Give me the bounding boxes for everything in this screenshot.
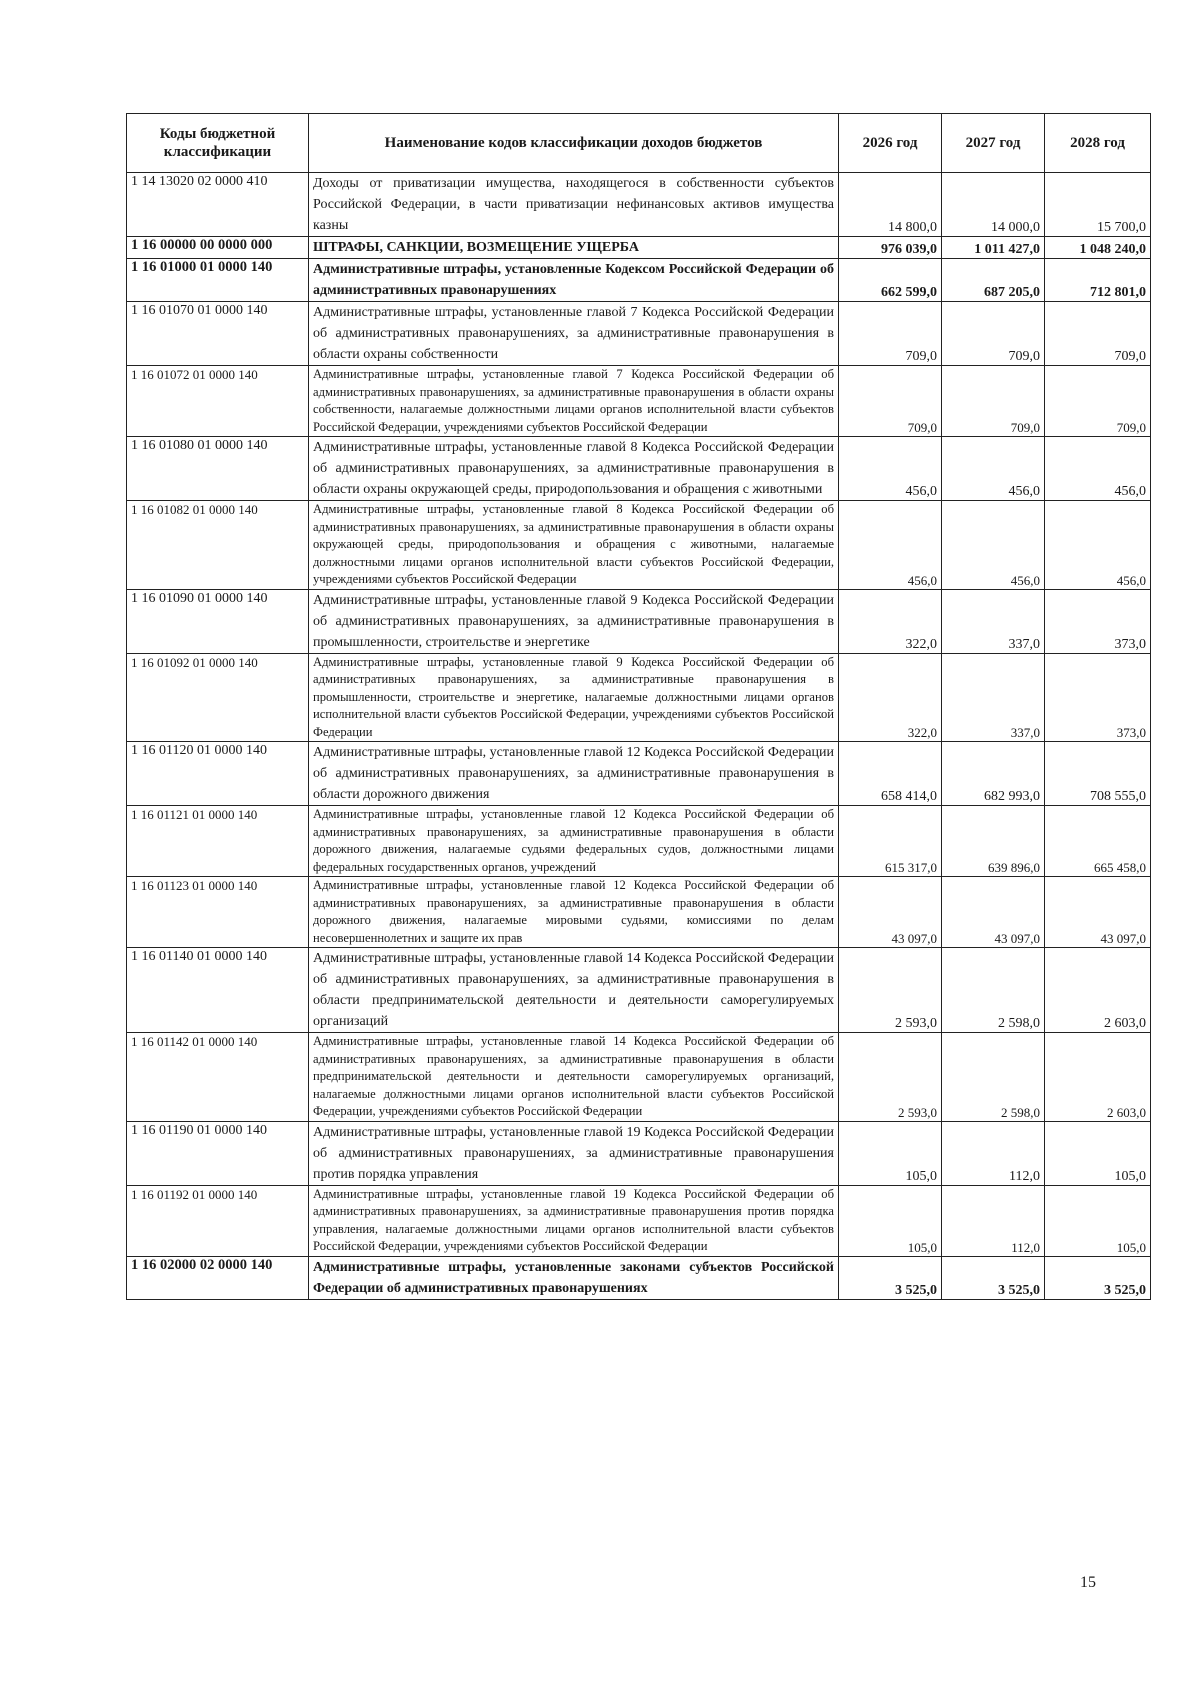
budget-revenue-table <box>126 113 1151 1300</box>
row-value-2026: 322,0 <box>839 589 942 653</box>
row-value-2028: 373,0 <box>1045 589 1151 653</box>
row-name: ШТРАФЫ, САНКЦИИ, ВОЗМЕЩЕНИЕ УЩЕРБА <box>309 237 839 259</box>
table-header-row <box>127 114 1151 173</box>
row-value-2027: 709,0 <box>942 302 1045 366</box>
row-value-2026: 658 414,0 <box>839 742 942 806</box>
table-row <box>127 653 1151 742</box>
row-name: Административные штрафы, установленные главой 9 Кодекса Российской Федерации об административных правонарушениях, за административные правонарушения в промышленности, строительстве и энергетике <box>309 589 839 653</box>
row-value-2028: 712 801,0 <box>1045 259 1151 302</box>
row-name: Административные штрафы, установленные главой 7 Кодекса Российской Федерации об административных правонарушениях, за административные правонарушения в области охраны собственности, налагаемые должностными лицами органов исполнительной власти субъектов Российской Федерации, учреждениями субъектов Российской Федерации <box>309 366 839 437</box>
row-value-2028: 709,0 <box>1045 302 1151 366</box>
row-code: 1 16 01082 01 0000 140 <box>127 501 309 590</box>
header-code: Коды бюджетной классификации <box>127 114 309 173</box>
row-value-2027: 2 598,0 <box>942 1033 1045 1122</box>
row-value-2028: 1 048 240,0 <box>1045 237 1151 259</box>
row-value-2028: 456,0 <box>1045 501 1151 590</box>
row-value-2027: 682 993,0 <box>942 742 1045 806</box>
row-value-2028: 456,0 <box>1045 437 1151 501</box>
row-code: 1 16 01070 01 0000 140 <box>127 302 309 366</box>
page-number: 15 <box>1080 1574 1096 1591</box>
row-code: 1 16 01080 01 0000 140 <box>127 437 309 501</box>
table-row <box>127 302 1151 366</box>
row-name: Административные штрафы, установленные главой 19 Кодекса Российской Федерации об административных правонарушениях, за административные правонарушения против порядка управления, налагаемые должностными лицами органов исполнительной власти субъектов Российской Федерации, учреждениями субъектов Российской Федерации <box>309 1185 839 1256</box>
table-row <box>127 366 1151 437</box>
row-name: Административные штрафы, установленные главой 7 Кодекса Российской Федерации об административных правонарушениях, за административные правонарушения в области охраны собственности <box>309 302 839 366</box>
row-value-2026: 456,0 <box>839 501 942 590</box>
row-code: 1 16 01000 01 0000 140 <box>127 259 309 302</box>
table-row <box>127 501 1151 590</box>
row-code: 1 16 02000 02 0000 140 <box>127 1256 309 1299</box>
row-name: Административные штрафы, установленные главой 14 Кодекса Российской Федерации об административных правонарушениях, за административные правонарушения в области предпринимательской деятельности и деятельности саморегулируемых организаций, налагаемые должностными лицами органов исполнительной власти субъектов Российской Федерации, учреждениями субъектов Российской Федерации <box>309 1033 839 1122</box>
row-value-2026: 322,0 <box>839 653 942 742</box>
row-name: Административные штрафы, установленные главой 14 Кодекса Российской Федерации об административных правонарушениях, за административные правонарушения в области предпринимательской деятельности и деятельности саморегулируемых организаций <box>309 948 839 1033</box>
table-row <box>127 589 1151 653</box>
row-value-2028: 105,0 <box>1045 1185 1151 1256</box>
row-value-2026: 662 599,0 <box>839 259 942 302</box>
row-value-2027: 14 000,0 <box>942 173 1045 237</box>
row-name: Административные штрафы, установленные Кодексом Российской Федерации об административных правонарушениях <box>309 259 839 302</box>
table-row <box>127 742 1151 806</box>
row-value-2027: 1 011 427,0 <box>942 237 1045 259</box>
row-value-2028: 709,0 <box>1045 366 1151 437</box>
row-value-2027: 3 525,0 <box>942 1256 1045 1299</box>
table-row <box>127 237 1151 259</box>
row-value-2027: 687 205,0 <box>942 259 1045 302</box>
row-value-2027: 639 896,0 <box>942 806 1045 877</box>
row-value-2026: 709,0 <box>839 302 942 366</box>
header-2027: 2027 год <box>942 114 1045 173</box>
row-value-2027: 43 097,0 <box>942 877 1045 948</box>
table-row <box>127 1185 1151 1256</box>
row-value-2028: 665 458,0 <box>1045 806 1151 877</box>
row-value-2028: 708 555,0 <box>1045 742 1151 806</box>
row-name: Административные штрафы, установленные главой 19 Кодекса Российской Федерации об административных правонарушениях, за административные правонарушения против порядка управления <box>309 1121 839 1185</box>
row-value-2028: 43 097,0 <box>1045 877 1151 948</box>
row-value-2026: 2 593,0 <box>839 1033 942 1122</box>
row-value-2026: 105,0 <box>839 1185 942 1256</box>
row-value-2026: 14 800,0 <box>839 173 942 237</box>
table-row <box>127 806 1151 877</box>
row-value-2027: 709,0 <box>942 366 1045 437</box>
row-value-2026: 976 039,0 <box>839 237 942 259</box>
row-value-2026: 456,0 <box>839 437 942 501</box>
row-value-2027: 456,0 <box>942 501 1045 590</box>
row-name: Административные штрафы, установленные законами субъектов Российской Федерации об административных правонарушениях <box>309 1256 839 1299</box>
table-row <box>127 1256 1151 1299</box>
row-value-2028: 105,0 <box>1045 1121 1151 1185</box>
row-code: 1 14 13020 02 0000 410 <box>127 173 309 237</box>
table-row <box>127 1121 1151 1185</box>
table-row <box>127 1033 1151 1122</box>
row-code: 1 16 01140 01 0000 140 <box>127 948 309 1033</box>
row-code: 1 16 01192 01 0000 140 <box>127 1185 309 1256</box>
table-row <box>127 948 1151 1033</box>
row-name: Административные штрафы, установленные главой 8 Кодекса Российской Федерации об административных правонарушениях, за административные правонарушения в области охраны окружающей среды, природопользования и обращения с животными, налагаемые должностными лицами органов исполнительной власти субъектов Российской Федерации, учреждениями субъектов Российской Федерации <box>309 501 839 590</box>
row-value-2028: 15 700,0 <box>1045 173 1151 237</box>
row-code: 1 16 01190 01 0000 140 <box>127 1121 309 1185</box>
row-value-2026: 709,0 <box>839 366 942 437</box>
row-value-2026: 105,0 <box>839 1121 942 1185</box>
row-code: 1 16 01092 01 0000 140 <box>127 653 309 742</box>
row-value-2027: 337,0 <box>942 653 1045 742</box>
row-name: Административные штрафы, установленные главой 12 Кодекса Российской Федерации об административных правонарушениях, за административные правонарушения в области дорожного движения, налагаемые судьями федеральных судов, должностными лицами федеральных государственных органов, учреждений <box>309 806 839 877</box>
row-name: Доходы от приватизации имущества, находящегося в собственности субъектов Российской Федерации, в части приватизации нефинансовых активов имущества казны <box>309 173 839 237</box>
row-code: 1 16 01121 01 0000 140 <box>127 806 309 877</box>
row-code: 1 16 00000 00 0000 000 <box>127 237 309 259</box>
row-name: Административные штрафы, установленные главой 8 Кодекса Российской Федерации об административных правонарушениях, за административные правонарушения в области охраны окружающей среды, природопользования и обращения с животными <box>309 437 839 501</box>
row-value-2027: 456,0 <box>942 437 1045 501</box>
table-row <box>127 173 1151 237</box>
row-value-2027: 112,0 <box>942 1185 1045 1256</box>
row-value-2028: 2 603,0 <box>1045 948 1151 1033</box>
row-value-2027: 112,0 <box>942 1121 1045 1185</box>
row-code: 1 16 01142 01 0000 140 <box>127 1033 309 1122</box>
header-2028: 2028 год <box>1045 114 1151 173</box>
row-value-2028: 2 603,0 <box>1045 1033 1151 1122</box>
row-value-2026: 3 525,0 <box>839 1256 942 1299</box>
header-2026: 2026 год <box>839 114 942 173</box>
table-row <box>127 877 1151 948</box>
table-row <box>127 259 1151 302</box>
row-value-2027: 2 598,0 <box>942 948 1045 1033</box>
row-name: Административные штрафы, установленные главой 12 Кодекса Российской Федерации об административных правонарушениях, за административные правонарушения в области дорожного движения <box>309 742 839 806</box>
table-body <box>127 173 1151 1300</box>
row-value-2026: 43 097,0 <box>839 877 942 948</box>
header-name: Наименование кодов классификации доходов бюджетов <box>309 114 839 173</box>
row-code: 1 16 01072 01 0000 140 <box>127 366 309 437</box>
row-value-2026: 615 317,0 <box>839 806 942 877</box>
row-value-2027: 337,0 <box>942 589 1045 653</box>
row-value-2028: 3 525,0 <box>1045 1256 1151 1299</box>
row-code: 1 16 01090 01 0000 140 <box>127 589 309 653</box>
row-name: Административные штрафы, установленные главой 12 Кодекса Российской Федерации об административных правонарушениях, за административные правонарушения в области дорожного движения, налагаемые мировыми судьями, комиссиями по делам несовершеннолетних и защите их прав <box>309 877 839 948</box>
row-value-2028: 373,0 <box>1045 653 1151 742</box>
row-code: 1 16 01123 01 0000 140 <box>127 877 309 948</box>
row-code: 1 16 01120 01 0000 140 <box>127 742 309 806</box>
row-value-2026: 2 593,0 <box>839 948 942 1033</box>
row-name: Административные штрафы, установленные главой 9 Кодекса Российской Федерации об административных правонарушениях, за административные правонарушения в промышленности, строительстве и энергетике, налагаемые должностными лицами органов исполнительной власти субъектов Российской Федерации, учреждениями субъектов Российской Федерации <box>309 653 839 742</box>
table-row <box>127 437 1151 501</box>
